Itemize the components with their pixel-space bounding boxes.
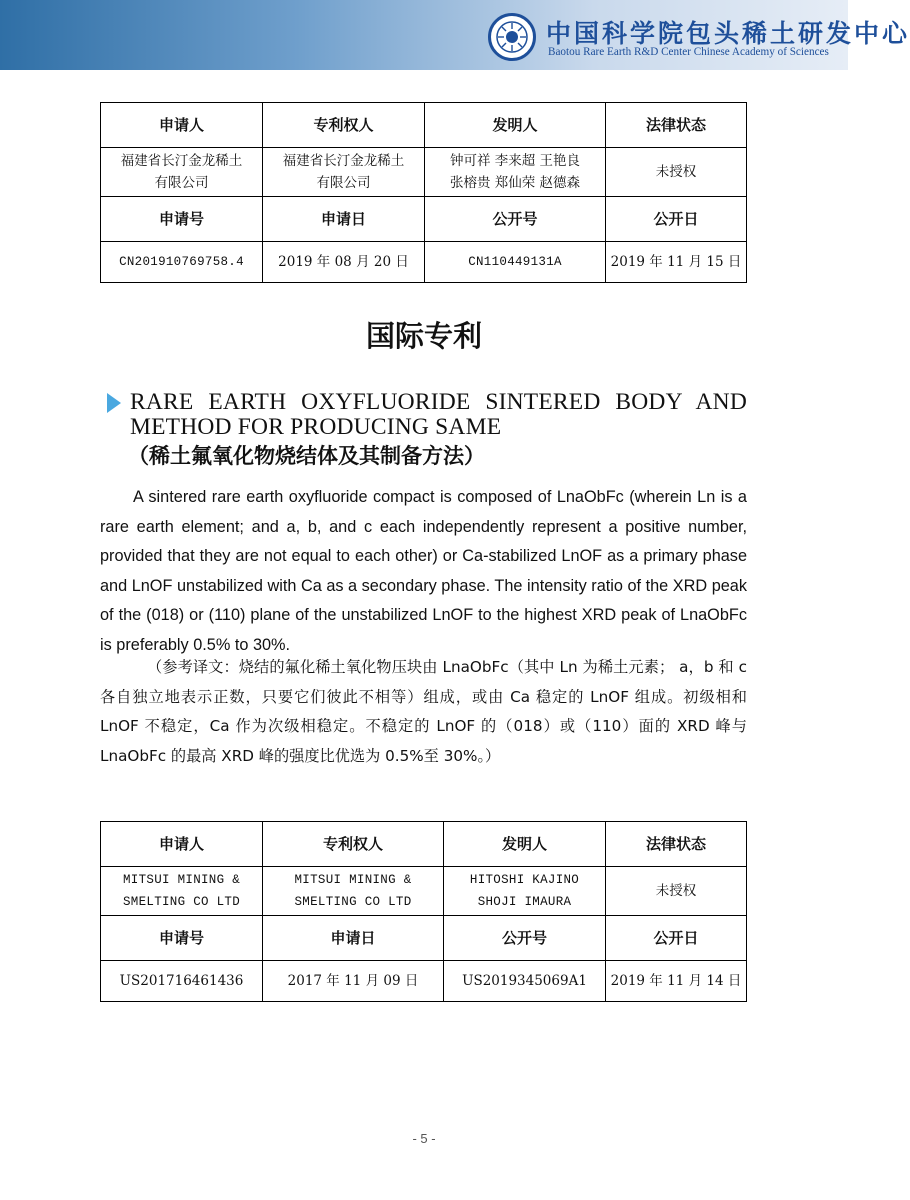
header-pub-date: 公开日 — [606, 197, 747, 242]
app-date-value: 2017 年 11 月 09 日 — [263, 961, 444, 1002]
pub-no-value: CN110449131A — [425, 242, 606, 283]
article-title-cn: （稀土氟氧化物烧结体及其制备方法） — [128, 444, 485, 468]
header-app-date: 申请日 — [263, 916, 444, 961]
header-applicant: 申请人 — [101, 103, 263, 148]
page-number: - 5 - — [412, 1131, 436, 1146]
pub-date-value: 2019 年 11 月 15 日 — [606, 242, 747, 283]
inventor-value: HITOSHI KAJINO SHOJI IMAURA — [444, 867, 606, 916]
header-legal-status: 法律状态 — [606, 822, 747, 867]
app-no-value: US201716461436 — [101, 961, 263, 1002]
org-name-en: Baotou Rare Earth R&D Center Chinese Academy of Sciences — [548, 46, 829, 58]
header-app-date: 申请日 — [263, 197, 425, 242]
abstract-en: A sintered rare earth oxyfluoride compact is composed of LnaObFc (wherein Ln is a rare earth element; and a, b, and c each independently represent a positive number, provided that they are not equal to each other) or Ca-stabilized LnOF as a primary phase and LnOF unstabilized with Ca as a secondary phase. The intensity ratio of the XRD peak of the (018) or (110) plane of the unstabilized LnOF to the highest XRD peak of LnaObFc is preferably 0.5% to 30%. — [100, 488, 747, 654]
patentee-value: MITSUI MINING & SMELTING CO LTD — [263, 867, 444, 916]
app-no-value: CN201910769758.4 — [101, 242, 263, 283]
app-date-value: 2019 年 08 月 20 日 — [263, 242, 425, 283]
inventor-value: 钟可祥 李来超 王艳良 张榕贵 郑仙荣 赵德森 — [425, 148, 606, 197]
section-title: 国际专利 — [365, 319, 482, 353]
header-app-no: 申请号 — [101, 197, 263, 242]
cas-emblem-icon — [488, 13, 536, 61]
pub-no-value: US2019345069A1 — [444, 961, 606, 1002]
legal-status-value: 未授权 — [606, 867, 747, 916]
header-pub-date: 公开日 — [606, 916, 747, 961]
patentee-value: 福建省长汀金龙稀土 有限公司 — [263, 148, 425, 197]
header-patentee: 专利权人 — [263, 822, 444, 867]
bullet-arrow-icon — [107, 393, 121, 413]
pub-date-value: 2019 年 11 月 14 日 — [606, 961, 747, 1002]
header-inventor: 发明人 — [425, 103, 606, 148]
legal-status-value: 未授权 — [606, 148, 747, 197]
header-patentee: 专利权人 — [263, 103, 425, 148]
org-name-cn: 中国科学院包头稀土研发中心 — [546, 19, 910, 48]
header-applicant: 申请人 — [101, 822, 263, 867]
applicant-value: MITSUI MINING & SMELTING CO LTD — [101, 867, 263, 916]
patent-info-table-cn — [100, 102, 747, 283]
header-pub-no: 公开号 — [444, 916, 606, 961]
header-app-no: 申请号 — [101, 916, 263, 961]
article-title-en: RARE EARTH OXYFLUORIDE SINTERED BODY AND METHOD FOR PRODUCING SAME — [130, 389, 747, 440]
applicant-value: 福建省长汀金龙稀土 有限公司 — [101, 148, 263, 197]
header-legal-status: 法律状态 — [606, 103, 747, 148]
header-pub-no: 公开号 — [425, 197, 606, 242]
abstract-translation-cn: （参考译文：烧结的氟化稀土氧化物压块由 LnaObFc（其中 Ln 为稀土元素； a，b 和 c 各自独立地表示正数，只要它们彼此不相等）组成，或由 Ca 稳定的 LnOF 组成。初级相和 LnOF 不稳定，Ca 作为次级相稳定。不稳定的 LnOF 的（018）或（110）面的 XRD 峰与 LnaObFc 的最高 XRD 峰的强度比优选为 0.5%至 30%。） — [100, 658, 747, 765]
header-inventor: 发明人 — [444, 822, 606, 867]
patent-info-table-intl — [100, 821, 747, 1002]
